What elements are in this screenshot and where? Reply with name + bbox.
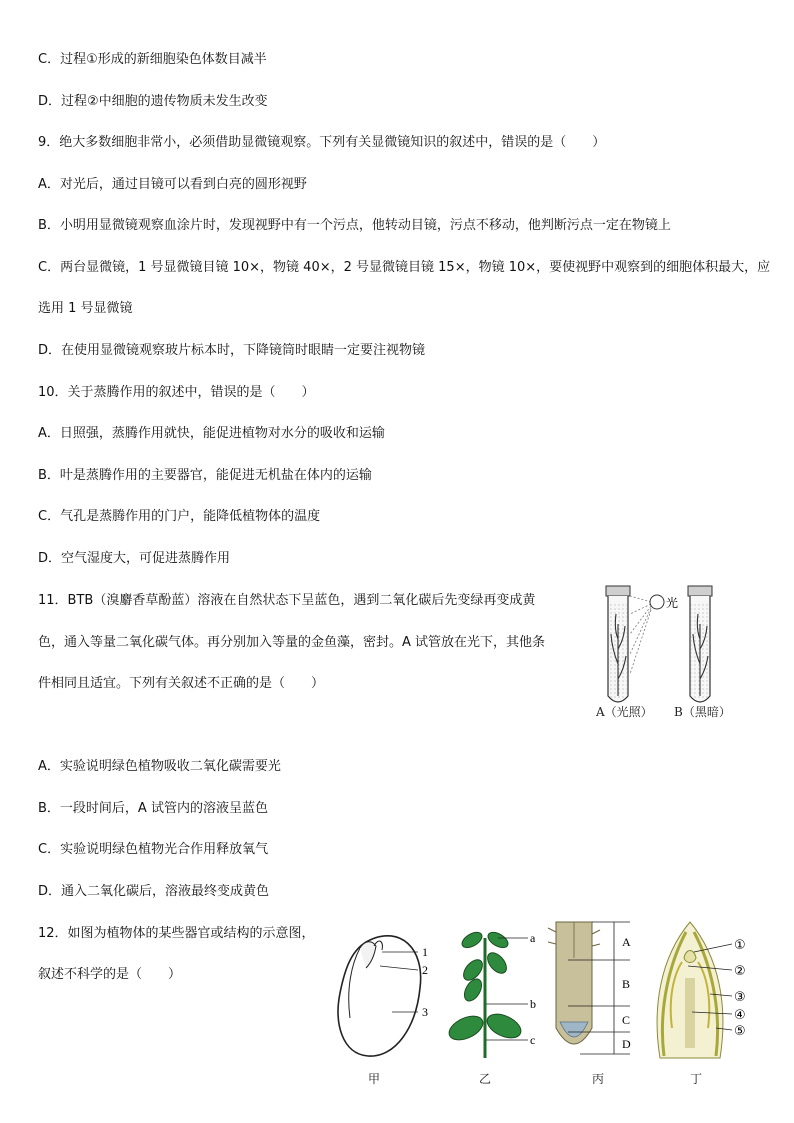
bud-diagram: [657, 922, 732, 1058]
q9-stem: 9．绝大多数细胞非常小，必须借助显微镜观察。下列有关显微镜知识的叙述中，错误的是（ ）: [38, 135, 606, 150]
bud-label-2: ②: [734, 964, 746, 979]
q11-option-c: C．实验说明绿色植物光合作用释放氧气: [38, 842, 269, 857]
seed-label-2: 2: [422, 963, 428, 977]
q9-option-a: A．对光后，通过目镜可以看到白亮的圆形视野: [38, 177, 307, 192]
q10-option-d: D．空气湿度大，可促进蒸腾作用: [38, 551, 231, 566]
q9-option-d: D．在使用显微镜观察玻片标本时，下降镜筒时眼睛一定要注视物镜: [38, 343, 426, 358]
q9-option-c-cont: 选用 1 号显微镜: [38, 301, 133, 316]
bud-label-3: ③: [734, 990, 746, 1005]
caption-ding: 丁: [690, 1072, 703, 1086]
bud-label-4: ④: [734, 1008, 746, 1023]
root-label-d: D: [622, 1037, 631, 1051]
q10-option-b: B．叶是蒸腾作用的主要器官，能促进无机盐在体内的运输: [38, 468, 372, 483]
q9-option-c: C．两台显微镜，1 号显微镜目镜 10×，物镜 40×，2 号显微镜目镜 15×，物镜 10×，要使视野中观察到的细胞体积最大，应: [38, 260, 771, 275]
q10-stem: 10．关于蒸腾作用的叙述中，错误的是（ ）: [38, 385, 315, 400]
q9-option-b: B．小明用显微镜观察血涂片时，发现视野中有一个污点，他转动目镜，污点不移动，他判断污点一定在物镜上: [38, 218, 671, 233]
caption-yi: 乙: [479, 1072, 492, 1086]
q11-option-d: D．通入二氧化碳后，溶液最终变成黄色: [38, 884, 270, 899]
tube-b-caption: B（黑暗）: [674, 705, 731, 719]
tube-a-caption: A（光照）: [596, 705, 653, 719]
caption-jia: 甲: [368, 1072, 381, 1086]
q11-option-a: A．实验说明绿色植物吸收二氧化碳需要光: [38, 759, 281, 774]
q11-option-b: B．一段时间后，A 试管内的溶液呈蓝色: [38, 801, 268, 816]
light-rays: [630, 596, 651, 674]
q11-stem-2: 色，通入等量二氧化碳气体。再分别加入等量的金鱼藻，密封。A 试管放在光下，其他条: [38, 635, 546, 650]
bud-label-5: ⑤: [734, 1024, 746, 1039]
q10-option-c: C．气孔是蒸腾作用的门户，能降低植物体的温度: [38, 509, 321, 524]
seed-diagram: [338, 936, 421, 1056]
root-label-a: A: [622, 935, 631, 949]
root-label-c: C: [622, 1013, 631, 1027]
test-tube-a: [606, 586, 630, 702]
stem-label-c: c: [530, 1033, 536, 1047]
q11-stem-3: 件相同且适宜。下列有关叙述不正确的是（ ）: [38, 676, 325, 691]
light-source-icon: [650, 595, 664, 609]
plant-structures-figure: [330, 918, 790, 1068]
caption-bing: 丙: [592, 1072, 605, 1086]
q8-option-d: D．过程②中细胞的遗传物质未发生改变: [38, 94, 268, 109]
test-tube-b: [688, 586, 712, 702]
seed-label-3: 3: [422, 1005, 428, 1019]
stem-label-a: a: [530, 931, 536, 945]
root-label-b: B: [622, 977, 631, 991]
q12-stem-2: 叙述不科学的是（ ）: [38, 967, 182, 982]
q11-stem-1: 11．BTB（溴麝香草酚蓝）溶液在自然状态下呈蓝色，遇到二氧化碳后先变绿再变成黄: [38, 593, 536, 608]
q8-option-c: C．过程①形成的新细胞染色体数目减半: [38, 52, 267, 67]
seed-label-1: 1: [422, 945, 428, 959]
bud-label-1: ①: [734, 938, 746, 953]
light-label: 光: [666, 596, 679, 610]
stem-diagram: [445, 929, 528, 1058]
stem-label-b: b: [530, 997, 536, 1011]
q12-stem-1: 12．如图为植物体的某些器官或结构的示意图，: [38, 926, 315, 941]
q10-option-a: A．日照强，蒸腾作用就快，能促进植物对水分的吸收和运输: [38, 426, 385, 441]
root-tip-diagram: [548, 922, 630, 1054]
